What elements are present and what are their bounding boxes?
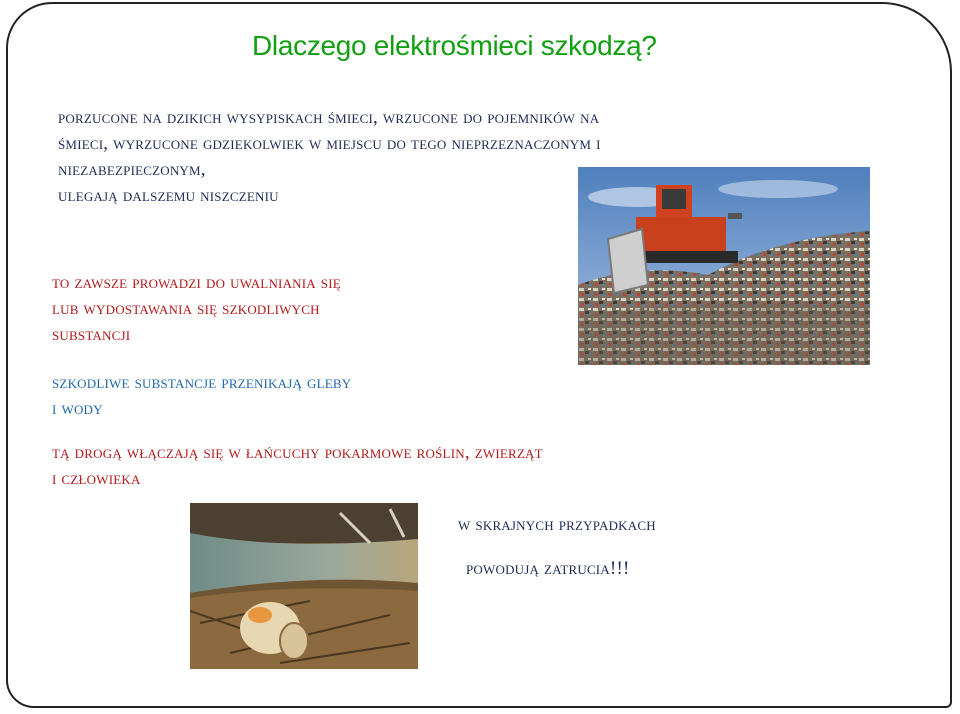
text-line: śmieci, wyrzucone gdziekolwiek w miejscu do tego nieprzeznaczonym i [58,133,601,154]
text-line: porzucone na dzikich wysypiskach śmieci, wrzucone do pojemników na [58,107,600,128]
text-line: to zawsze prowadzi do uwalniania się [52,272,341,293]
text-line: szkodliwe substancje przenikają gleby [52,372,352,393]
polluted-river-photo [190,503,418,669]
paragraph-landfill [58,105,601,209]
text-line: i człowieka [52,468,141,489]
text-line: i wody [52,398,103,419]
text-line: tą drogą włączają się w łańcuchy pokarmowe roślin, zwierząt [52,442,543,463]
paragraph-soil-water [52,370,351,422]
slide-title: Dlaczego elektrośmieci szkodzą? [252,30,657,61]
text-line: niezabezpieczonym, [58,159,206,180]
text-line: substancji [52,324,131,345]
text-line: ulegają dalszemu niszczeniu [58,185,279,206]
paragraph-extreme-cases: w skrajnych przypadkach [458,514,656,535]
paragraph-food-chain [52,440,543,492]
landfill-bulldozer-photo [578,167,870,365]
paragraph-release [52,270,341,348]
text-line: lub wydostawania się szkodliwych [52,298,320,319]
paragraph-poisoning: powodują zatrucia!!! [466,558,630,579]
